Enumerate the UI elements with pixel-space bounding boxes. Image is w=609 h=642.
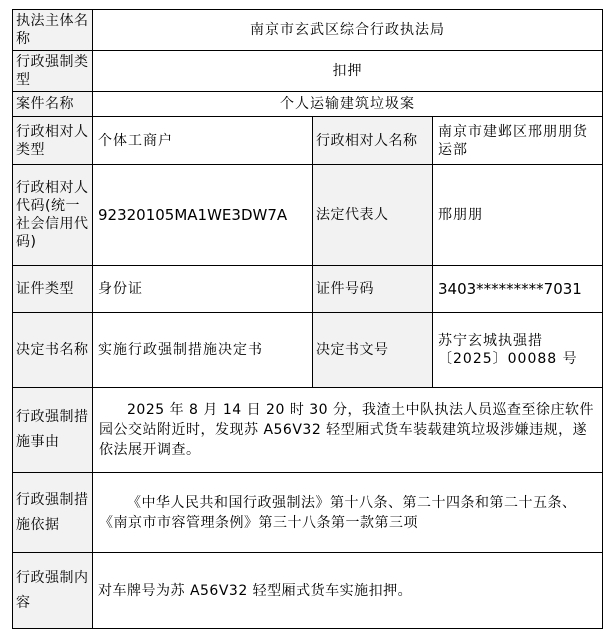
party-name-value: 南京市建邺区邢朋朋货运部 xyxy=(433,117,603,165)
table-row xyxy=(13,388,603,473)
id-number-label: 证件号码 xyxy=(313,266,433,313)
table-row xyxy=(13,313,603,388)
id-type-label: 证件类型 xyxy=(13,266,93,313)
table-row xyxy=(13,51,603,92)
legal-representative-value: 邢朋朋 xyxy=(433,165,603,266)
party-type-label: 行政相对人类型 xyxy=(13,117,93,165)
content-value: 对车牌号为苏 A56V32 轻型厢式货车实施扣押。 xyxy=(93,553,603,629)
id-number-value: 3403*********7031 xyxy=(433,266,603,313)
decision-name-label: 决定书名称 xyxy=(13,313,93,388)
table-row xyxy=(13,266,603,313)
decision-number-value: 苏宁玄城执强措〔2025〕00088 号 xyxy=(433,313,603,388)
reason-label: 行政强制措施事由 xyxy=(13,388,93,473)
basis-value: 《中华人民共和国行政强制法》第十八条、第二十四条和第二十五条、《南京市市容管理条例》第三十八条第一款第三项 xyxy=(93,473,603,553)
table-row xyxy=(13,553,603,629)
enforcement-info-table xyxy=(12,9,603,629)
id-type-value: 身份证 xyxy=(93,266,313,313)
party-type-value: 个体工商户 xyxy=(93,117,313,165)
case-name-value: 个人运输建筑垃圾案 xyxy=(93,92,603,117)
subject-label: 执法主体名称 xyxy=(13,10,93,51)
decision-name-value: 实施行政强制措施决定书 xyxy=(93,313,313,388)
measure-type-label: 行政强制类型 xyxy=(13,51,93,92)
measure-type-value: 扣押 xyxy=(93,51,603,92)
table-row xyxy=(13,10,603,51)
decision-number-label: 决定书文号 xyxy=(313,313,433,388)
party-name-label: 行政相对人名称 xyxy=(313,117,433,165)
basis-label: 行政强制措施依据 xyxy=(13,473,93,553)
party-code-label: 行政相对人代码(统一社会信用代码) xyxy=(13,165,93,266)
table-row xyxy=(13,92,603,117)
case-name-label: 案件名称 xyxy=(13,92,93,117)
legal-representative-label: 法定代表人 xyxy=(313,165,433,266)
table-row xyxy=(13,117,603,165)
content-label: 行政强制内容 xyxy=(13,553,93,629)
table-row xyxy=(13,165,603,266)
subject-value: 南京市玄武区综合行政执法局 xyxy=(93,10,603,51)
reason-value: 2025 年 8 月 14 日 20 时 30 分，我渣土中队执法人员巡查至徐庄软件园公交站附近时，发现苏 A56V32 轻型厢式货车装载建筑垃圾涉嫌违规，遂依法展开调查。 xyxy=(93,388,603,473)
table-row xyxy=(13,473,603,553)
party-code-value: 92320105MA1WE3DW7A xyxy=(93,165,313,266)
